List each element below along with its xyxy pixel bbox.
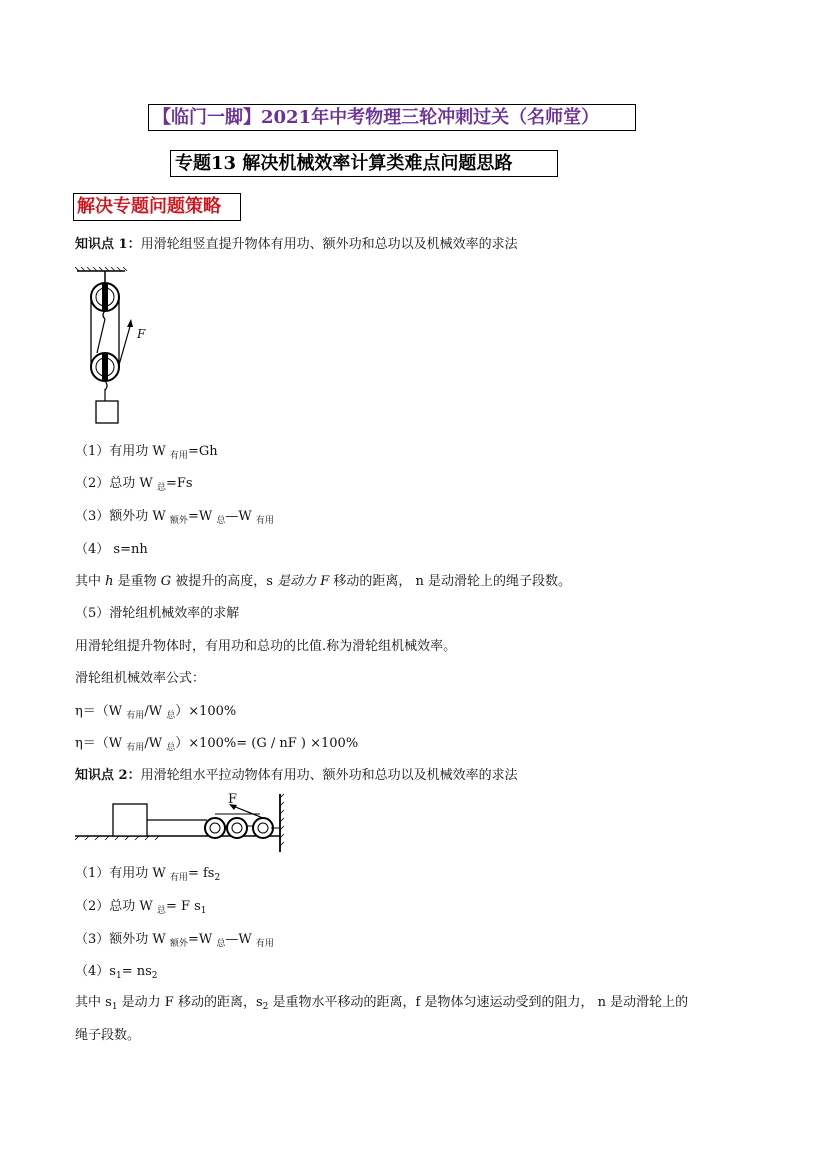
kp2-where-line-1: 其中 $s_1$ 是动力 F 移动的距离，$s_2$ 是重物水平移动的距离，f 是物体匀速运动受到的阻力， n 是动滑轮上的 (75, 995, 689, 1012)
kp2-where-line-2: 绳子段数。 (75, 1028, 141, 1043)
kp1-formula-2: η＝（W $_{有用}$/W $_总$）×100%= (G / nF ) ×100% (75, 736, 359, 753)
force-label-f-horizontal: F (228, 792, 238, 807)
kp1-where: 其中 h 是重物 G 被提升的高度，s 是动力 F 移动的距离， n 是动滑轮上的绳子段数。 (75, 574, 572, 589)
kp2-item-4: $(4)s_1= ns_2$ (75, 964, 158, 981)
kp1-item-4: （4） s=nh (75, 542, 148, 557)
force-label-f: F (137, 327, 146, 341)
kp1-item-2: （2）总功 W $_总$=Fs (75, 476, 193, 493)
horizontal-pulley-diagram (75, 790, 295, 856)
kp1-heading: 知识点 1：用滑轮组竖直提升物体有用功、额外功和总功以及机械效率的求法 (75, 237, 518, 252)
vertical-pulley-diagram (75, 267, 155, 427)
page-title: 【临门一脚】2021年中考物理三轮冲刺过关（名师堂） (148, 104, 636, 131)
kp1-definition: 用滑轮组提升物体时，有用功和总功的比值.称为滑轮组机械效率。 (75, 639, 457, 654)
kp2-item-1: （1）有用功 W $_{有用}= fs_2$ (75, 866, 221, 883)
kp1-item-1: （1）有用功 W $_{有用}$=Gh (75, 444, 218, 461)
kp1-item-5: （5）滑轮组机械效率的求解 (75, 606, 240, 621)
kp1-formula-1: η＝（W $_{有用}$/W $_总$）×100% (75, 704, 237, 721)
kp1-formula-label: 滑轮组机械效率公式： (75, 671, 206, 686)
kp2-heading: 知识点 2：用滑轮组水平拉动物体有用功、额外功和总功以及机械效率的求法 (75, 768, 518, 783)
kp2-item-3: （3）额外功 W $_{额外}$=W $_总$—W $_{有用}$ (75, 932, 274, 949)
section-heading: 解决专题问题策略 (73, 193, 241, 221)
kp1-item-3: （3）额外功 W $_{额外}$=W $_总$—W $_{有用}$ (75, 509, 274, 526)
kp2-item-2: （2）总功 W $_总$= F $s_1$ (75, 899, 207, 916)
page-subtitle: 专题13 解决机械效率计算类难点问题思路 (170, 150, 558, 177)
